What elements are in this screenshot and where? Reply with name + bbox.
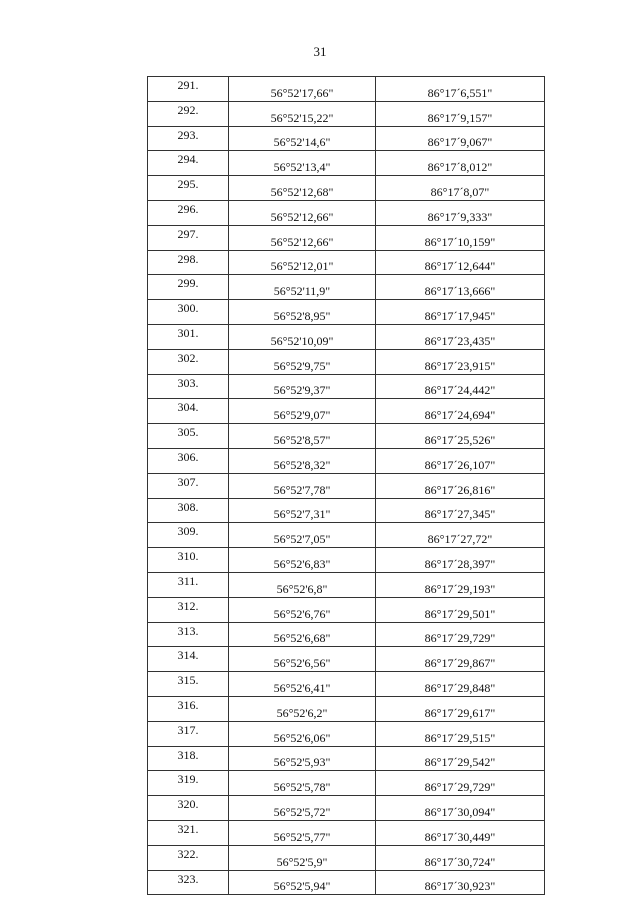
table-row (148, 424, 545, 449)
latitude-cell: 56°52'9,37" (229, 374, 376, 399)
longitude-cell: 86°17´27,72" (376, 523, 545, 548)
point-number-cell: 313. (148, 622, 229, 647)
longitude-cell: 86°17´6,551" (376, 77, 545, 102)
point-number-cell: 308. (148, 498, 229, 523)
table-row (148, 845, 545, 870)
point-number-cell: 315. (148, 672, 229, 697)
longitude-cell: 86°17´29,515" (376, 721, 545, 746)
table-row (148, 77, 545, 102)
table-row (148, 622, 545, 647)
latitude-cell: 56°52'15,22" (229, 101, 376, 126)
longitude-cell: 86°17´8,07" (376, 176, 545, 201)
latitude-cell: 56°52'6,76" (229, 597, 376, 622)
longitude-cell: 86°17´23,435" (376, 324, 545, 349)
table-row (148, 225, 545, 250)
table-row (148, 374, 545, 399)
table-row (148, 300, 545, 325)
longitude-cell: 86°17´9,067" (376, 126, 545, 151)
table-row (148, 672, 545, 697)
table-row (148, 870, 545, 895)
longitude-cell: 86°17´13,666" (376, 275, 545, 300)
longitude-cell: 86°17´29,867" (376, 647, 545, 672)
longitude-cell: 86°17´26,816" (376, 473, 545, 498)
point-number-cell: 316. (148, 696, 229, 721)
table-row (148, 473, 545, 498)
longitude-cell: 86°17´29,617" (376, 696, 545, 721)
latitude-cell: 56°52'6,83" (229, 548, 376, 573)
longitude-cell: 86°17´29,848" (376, 672, 545, 697)
latitude-cell: 56°52'8,32" (229, 448, 376, 473)
table-row (148, 250, 545, 275)
longitude-cell: 86°17´29,542" (376, 746, 545, 771)
point-number-cell: 318. (148, 746, 229, 771)
latitude-cell: 56°52'17,66" (229, 77, 376, 102)
latitude-cell: 56°52'6,56" (229, 647, 376, 672)
point-number-cell: 323. (148, 870, 229, 895)
longitude-cell: 86°17´24,442" (376, 374, 545, 399)
point-number-cell: 300. (148, 300, 229, 325)
table-row (148, 101, 545, 126)
point-number-cell: 310. (148, 548, 229, 573)
longitude-cell: 86°17´29,729" (376, 622, 545, 647)
table-row (148, 176, 545, 201)
longitude-cell: 86°17´8,012" (376, 151, 545, 176)
point-number-cell: 320. (148, 796, 229, 821)
longitude-cell: 86°17´25,526" (376, 424, 545, 449)
table-row (148, 771, 545, 796)
latitude-cell: 56°52'10,09" (229, 324, 376, 349)
point-number-cell: 319. (148, 771, 229, 796)
latitude-cell: 56°52'6,06" (229, 721, 376, 746)
point-number-cell: 295. (148, 176, 229, 201)
table-row (148, 448, 545, 473)
table-row (148, 151, 545, 176)
longitude-cell: 86°17´29,729" (376, 771, 545, 796)
longitude-cell: 86°17´24,694" (376, 399, 545, 424)
longitude-cell: 86°17´26,107" (376, 448, 545, 473)
point-number-cell: 301. (148, 324, 229, 349)
longitude-cell: 86°17´9,157" (376, 101, 545, 126)
longitude-cell: 86°17´29,193" (376, 572, 545, 597)
latitude-cell: 56°52'6,41" (229, 672, 376, 697)
point-number-cell: 299. (148, 275, 229, 300)
longitude-cell: 86°17´30,923" (376, 870, 545, 895)
table-row (148, 820, 545, 845)
table-row (148, 721, 545, 746)
point-number-cell: 293. (148, 126, 229, 151)
point-number-cell: 292. (148, 101, 229, 126)
longitude-cell: 86°17´27,345" (376, 498, 545, 523)
table-row (148, 324, 545, 349)
point-number-cell: 311. (148, 572, 229, 597)
latitude-cell: 56°52'5,77" (229, 820, 376, 845)
coordinates-table (147, 76, 545, 895)
table-row (148, 647, 545, 672)
point-number-cell: 291. (148, 77, 229, 102)
point-number-cell: 322. (148, 845, 229, 870)
coordinates-table-body (148, 77, 545, 895)
table-row (148, 548, 545, 573)
point-number-cell: 307. (148, 473, 229, 498)
longitude-cell: 86°17´12,644" (376, 250, 545, 275)
latitude-cell: 56°52'9,75" (229, 349, 376, 374)
longitude-cell: 86°17´30,094" (376, 796, 545, 821)
latitude-cell: 56°52'12,66" (229, 200, 376, 225)
table-row (148, 796, 545, 821)
latitude-cell: 56°52'7,31" (229, 498, 376, 523)
latitude-cell: 56°52'8,95" (229, 300, 376, 325)
table-row (148, 696, 545, 721)
table-row (148, 349, 545, 374)
point-number-cell: 297. (148, 225, 229, 250)
latitude-cell: 56°52'5,72" (229, 796, 376, 821)
point-number-cell: 306. (148, 448, 229, 473)
table-row (148, 523, 545, 548)
latitude-cell: 56°52'6,2" (229, 696, 376, 721)
latitude-cell: 56°52'14,6" (229, 126, 376, 151)
table-row (148, 399, 545, 424)
table-row (148, 572, 545, 597)
point-number-cell: 302. (148, 349, 229, 374)
longitude-cell: 86°17´9,333" (376, 200, 545, 225)
latitude-cell: 56°52'7,05" (229, 523, 376, 548)
point-number-cell: 314. (148, 647, 229, 672)
point-number-cell: 303. (148, 374, 229, 399)
longitude-cell: 86°17´10,159" (376, 225, 545, 250)
point-number-cell: 317. (148, 721, 229, 746)
table-row (148, 597, 545, 622)
table-row (148, 200, 545, 225)
longitude-cell: 86°17´28,397" (376, 548, 545, 573)
point-number-cell: 304. (148, 399, 229, 424)
point-number-cell: 294. (148, 151, 229, 176)
longitude-cell: 86°17´29,501" (376, 597, 545, 622)
point-number-cell: 305. (148, 424, 229, 449)
latitude-cell: 56°52'5,78" (229, 771, 376, 796)
point-number-cell: 321. (148, 820, 229, 845)
table-row (148, 126, 545, 151)
latitude-cell: 56°52'11,9" (229, 275, 376, 300)
table-row (148, 746, 545, 771)
latitude-cell: 56°52'6,68" (229, 622, 376, 647)
latitude-cell: 56°52'12,01" (229, 250, 376, 275)
latitude-cell: 56°52'8,57" (229, 424, 376, 449)
longitude-cell: 86°17´30,449" (376, 820, 545, 845)
latitude-cell: 56°52'12,68" (229, 176, 376, 201)
point-number-cell: 298. (148, 250, 229, 275)
table-row (148, 275, 545, 300)
latitude-cell: 56°52'5,9" (229, 845, 376, 870)
longitude-cell: 86°17´17,945" (376, 300, 545, 325)
latitude-cell: 56°52'5,94" (229, 870, 376, 895)
point-number-cell: 312. (148, 597, 229, 622)
latitude-cell: 56°52'12,66" (229, 225, 376, 250)
table-row (148, 498, 545, 523)
page-number: 31 (313, 44, 327, 59)
latitude-cell: 56°52'9,07" (229, 399, 376, 424)
latitude-cell: 56°52'6,8" (229, 572, 376, 597)
longitude-cell: 86°17´30,724" (376, 845, 545, 870)
latitude-cell: 56°52'5,93" (229, 746, 376, 771)
latitude-cell: 56°52'7,78" (229, 473, 376, 498)
point-number-cell: 296. (148, 200, 229, 225)
point-number-cell: 309. (148, 523, 229, 548)
latitude-cell: 56°52'13,4" (229, 151, 376, 176)
longitude-cell: 86°17´23,915" (376, 349, 545, 374)
